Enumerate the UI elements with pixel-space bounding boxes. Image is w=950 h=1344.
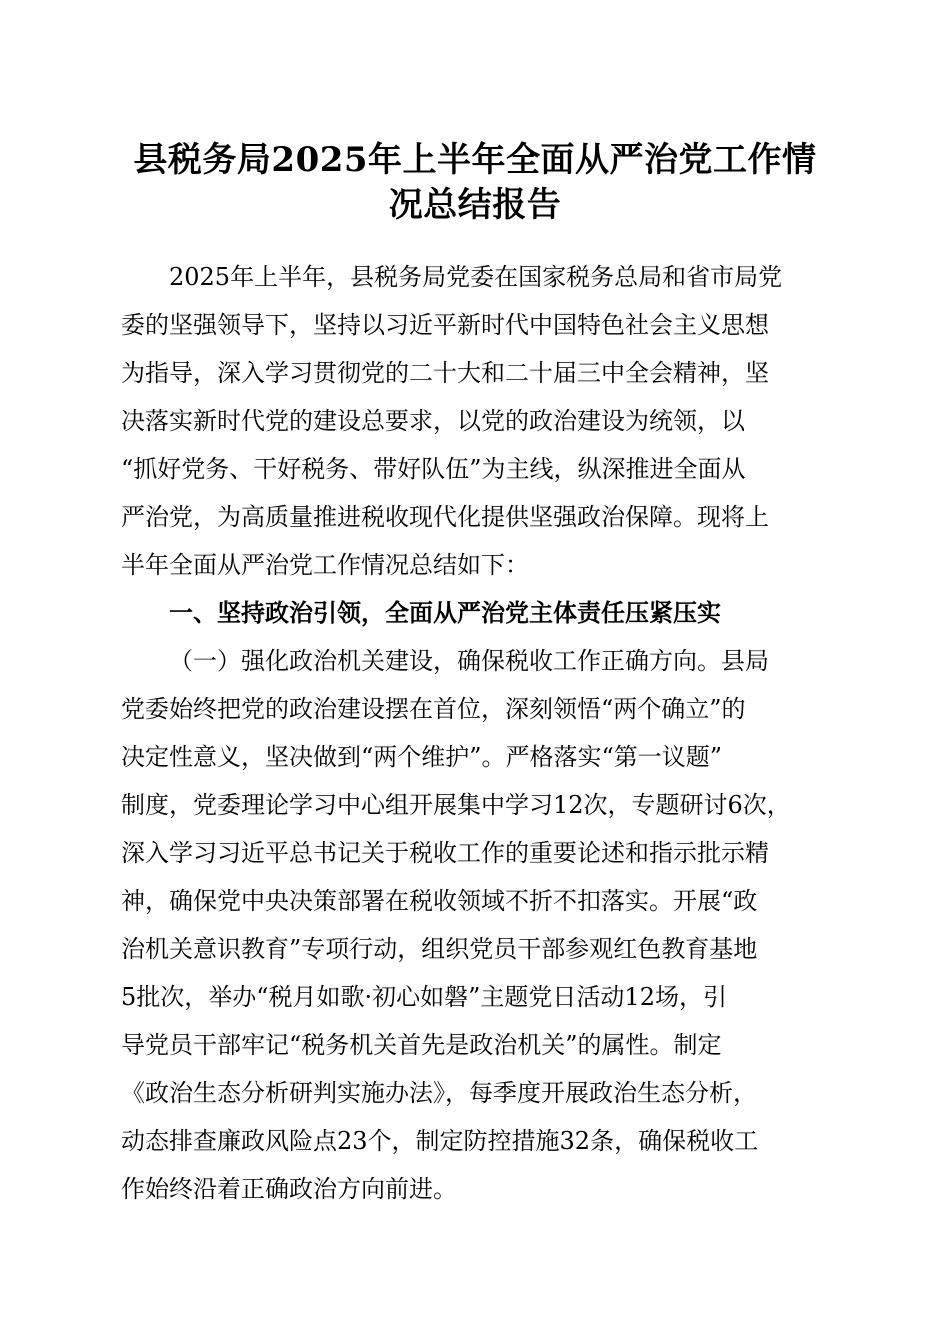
paragraph-2-line: 决定性意义，坚决做到“两个维护”。严格落实“第一议题” [121, 743, 723, 771]
paragraph-2-line: 作始终沿着正确政治方向前进。 [121, 1175, 457, 1203]
paragraph-1-line: 半年全面从严治党工作情况总结如下： [121, 551, 529, 579]
paragraph-2-line: 动态排查廉政风险点23个，制定防控措施32条，确保税收工 [121, 1127, 759, 1155]
paragraph-2-line: （一）强化政治机关建设，确保税收工作正确方向。县局 [169, 647, 769, 675]
section-heading-1: 一、坚持政治引领，全面从严治党主体责任压紧压实 [169, 599, 721, 627]
paragraph-2-line: 《政治生态分析研判实施办法》，每季度开展政治生态分析， [121, 1079, 757, 1107]
paragraph-1-line: 严治党，为高质量推进税收现代化提供坚强政治保障。现将上 [121, 503, 769, 531]
document-title-line-1: 县税务局2025年上半年全面从严治党工作情 [133, 140, 817, 180]
paragraph-2-line: 导党员干部牢记“税务机关首先是政治机关”的属性。制定 [121, 1031, 722, 1059]
paragraph-2-line: 神，确保党中央决策部署在税收领域不折不扣落实。开展“政 [121, 887, 758, 915]
paragraph-1-line: 2025年上半年，县税务局党委在国家税务总局和省市局党 [169, 263, 783, 291]
paragraph-1-line: 委的坚强领导下，坚持以习近平新时代中国特色社会主义思想 [121, 311, 769, 339]
paragraph-2-line: 深入学习习近平总书记关于税收工作的重要论述和指示批示精 [121, 839, 769, 867]
paragraph-2-line: 党委始终把党的政治建设摆在首位，深刻领悟“两个确立”的 [121, 695, 746, 723]
document-title-line-2: 况总结报告 [388, 185, 562, 225]
paragraph-1-line: 为指导，深入学习贯彻党的二十大和二十届三中全会精神，坚 [121, 359, 769, 387]
paragraph-2-line: 治机关意识教育”专项行动，组织党员干部参观红色教育基地 [121, 935, 758, 963]
paragraph-2-line: 制度，党委理论学习中心组开展集中学习12次，专题研讨6次， [121, 791, 791, 819]
paragraph-2-line: 5批次，举办“税月如歌·初心如磐”主题党日活动12场，引 [121, 983, 727, 1011]
paragraph-1-line: 决落实新时代党的建设总要求，以党的政治建设为统领，以 [121, 407, 745, 435]
paragraph-1-line: “抓好党务、干好税务、带好队伍”为主线，纵深推进全面从 [121, 455, 746, 483]
